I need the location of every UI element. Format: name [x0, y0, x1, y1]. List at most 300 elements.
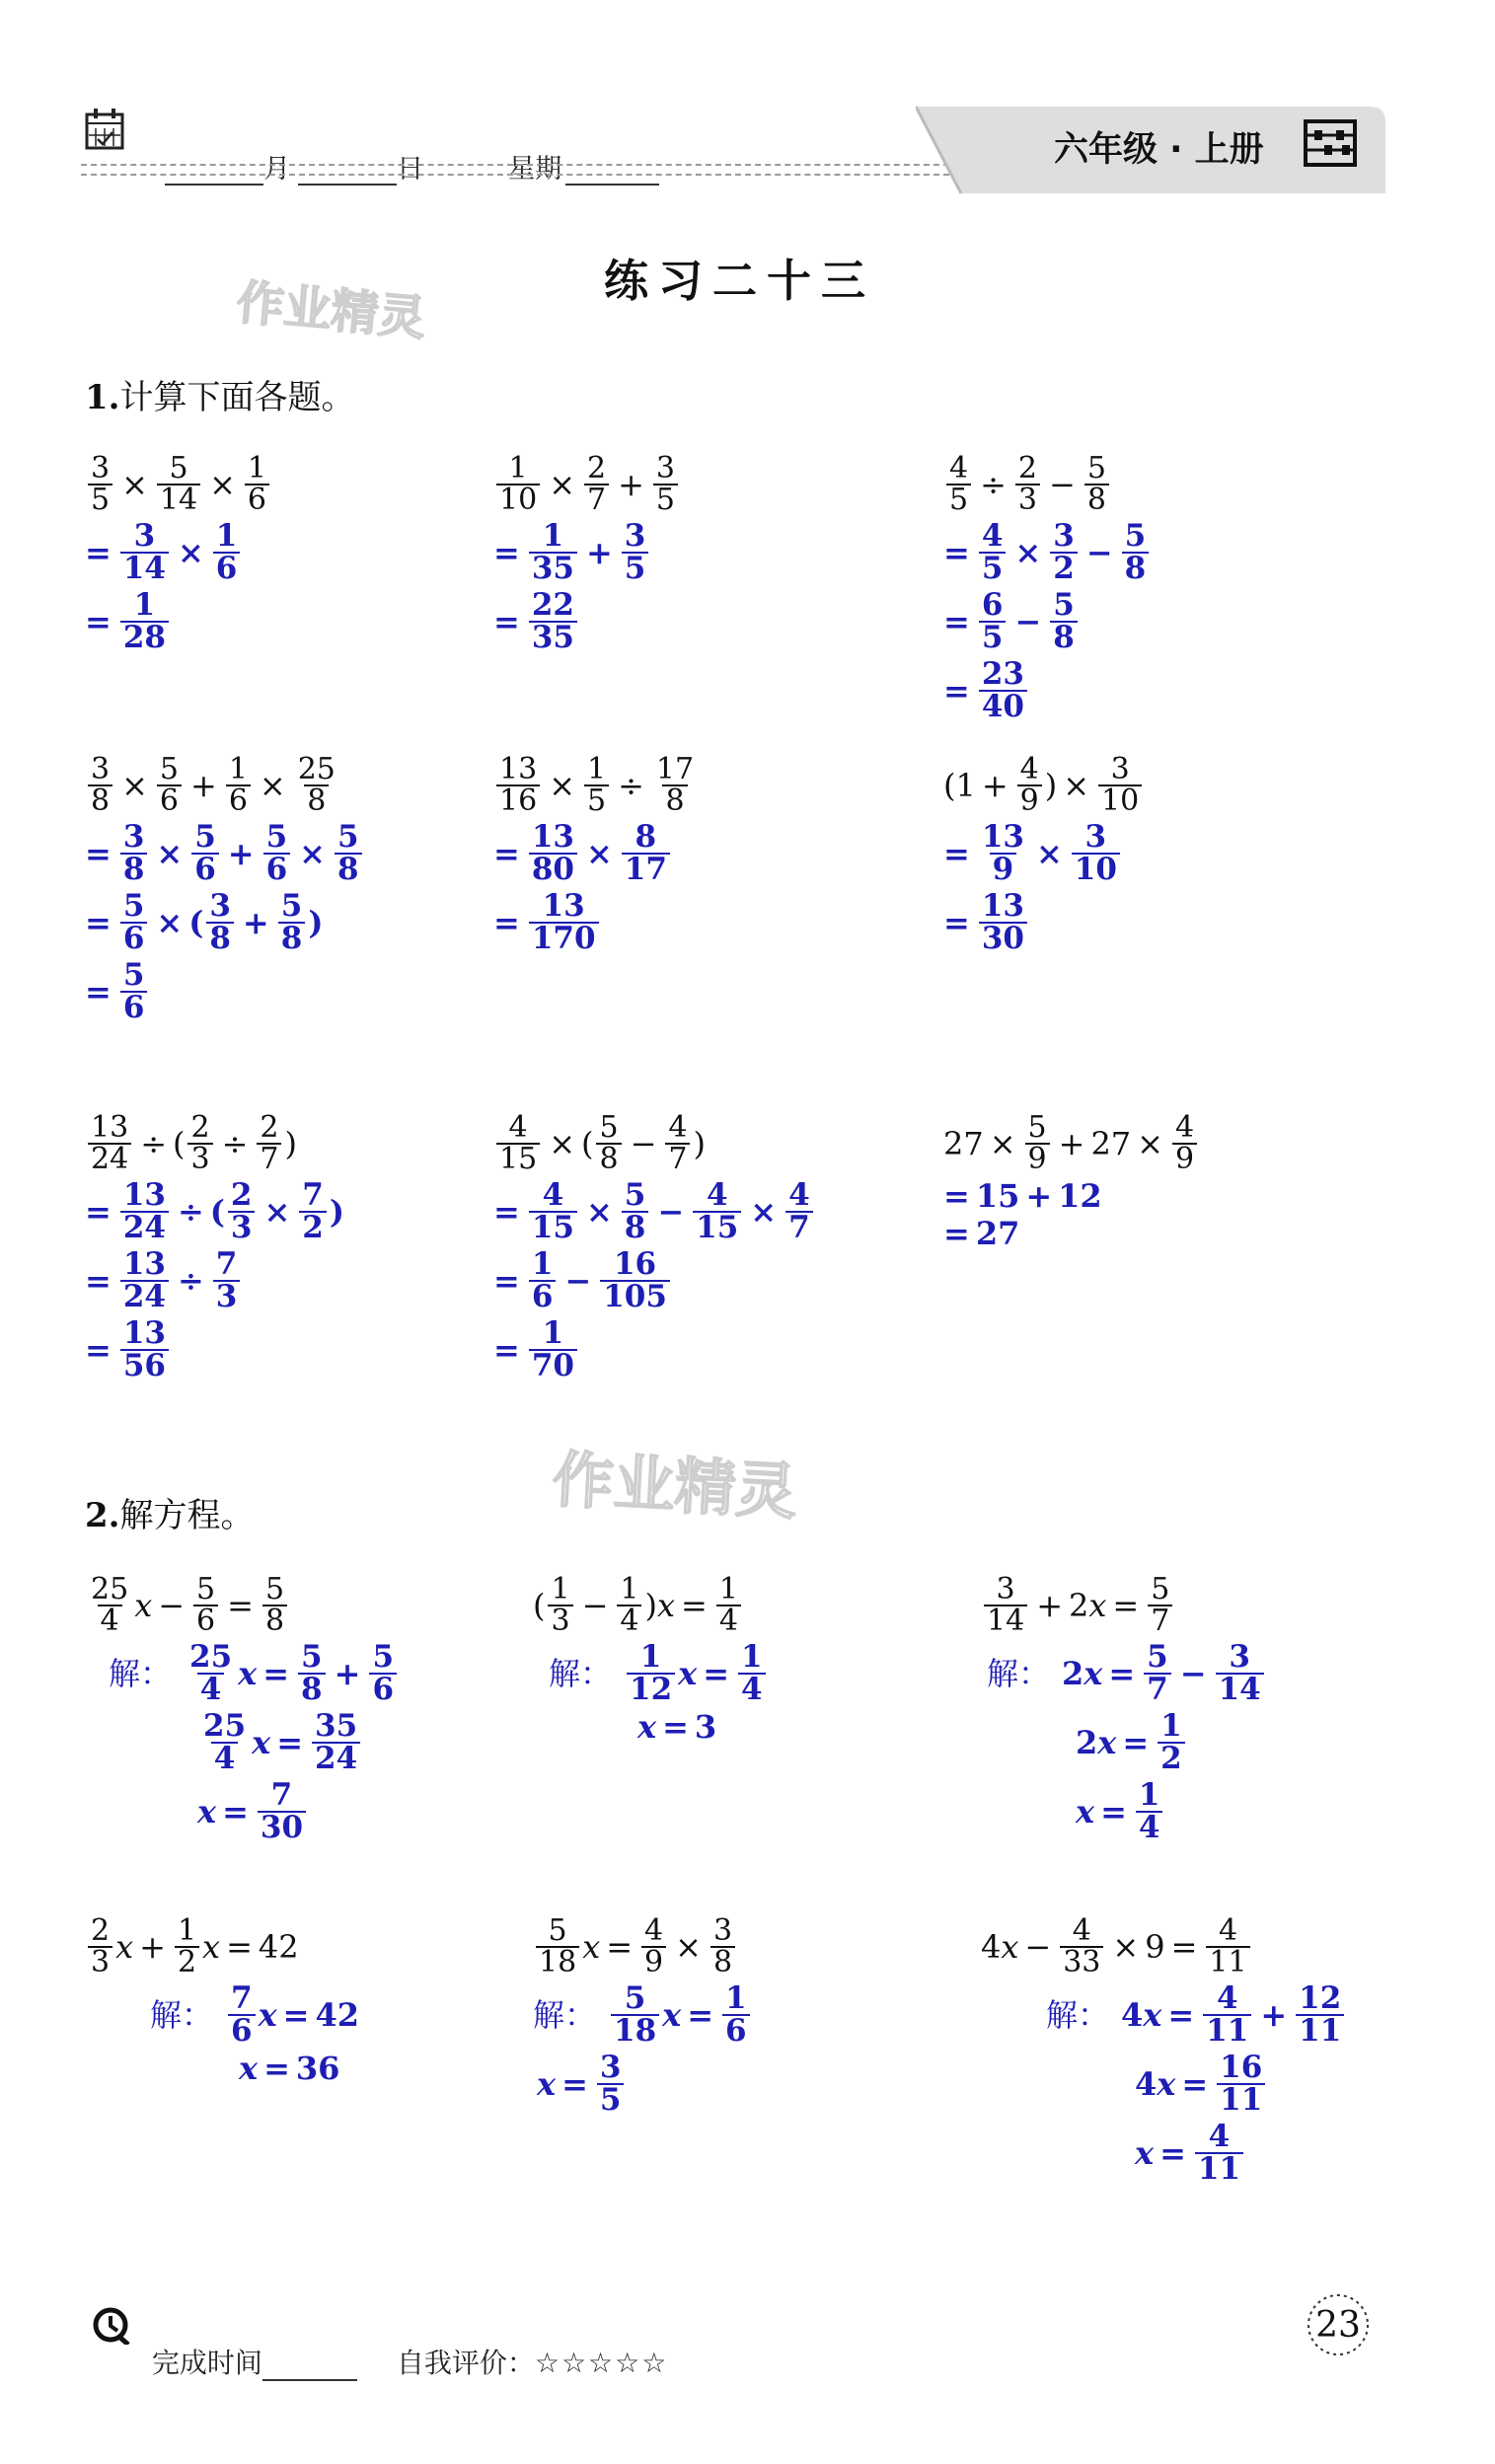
operator: ×	[259, 767, 286, 804]
operator: =	[226, 1928, 253, 1966]
fraction: $\frac{13}{16}$	[496, 755, 540, 816]
equals-sign: =	[493, 534, 520, 571]
q1-item-2	[493, 451, 681, 659]
operator: =	[687, 1996, 714, 2034]
operator: −	[1049, 466, 1076, 503]
variable: x	[582, 1928, 601, 1966]
math-token: (	[173, 1125, 186, 1162]
variable: x	[1135, 2134, 1155, 2172]
equals-sign: =	[943, 1215, 970, 1252]
answer-step	[85, 1177, 345, 1245]
answer-step	[85, 1246, 344, 1314]
problem-expression	[943, 752, 1145, 818]
fraction: $\frac{3}{5}$	[88, 454, 112, 515]
q2-item-3	[981, 1572, 1267, 1849]
operator: ×	[1014, 534, 1042, 571]
fraction: $\frac{1}{6}$	[245, 454, 269, 515]
fraction: $\frac{5}{7}$	[1148, 1575, 1172, 1636]
header-divider-2	[81, 174, 949, 176]
variable: x	[1097, 1724, 1117, 1761]
equals-sign: =	[493, 1331, 520, 1369]
math-token: 9	[1145, 1928, 1165, 1966]
variable: x	[197, 1793, 217, 1830]
variable: x	[115, 1928, 134, 1966]
math-token: 3	[694, 1708, 717, 1746]
equation-problem	[981, 1913, 1347, 1979]
operator: ×	[263, 1193, 291, 1231]
answer-step	[493, 1246, 816, 1314]
q1-heading	[85, 370, 355, 418]
operator: ×	[1137, 1125, 1163, 1162]
math-token: )	[284, 1125, 297, 1162]
equals-sign: =	[943, 603, 970, 640]
fraction: $\frac{5}{6}$	[193, 1575, 218, 1636]
equals-sign: =	[85, 534, 112, 571]
math-token: (	[581, 1125, 594, 1162]
answer-step	[943, 1177, 1200, 1215]
fraction: $\frac{1}{6}$	[213, 521, 241, 584]
operator: =	[227, 1587, 254, 1624]
operator: ÷	[980, 466, 1007, 503]
solution-step	[197, 1708, 400, 1776]
operator: =	[1100, 1793, 1127, 1830]
equals-sign: =	[943, 1177, 970, 1215]
fraction: $\frac{2}{3}$	[228, 1180, 256, 1243]
fraction: $\frac{2}{3}$	[1015, 454, 1040, 515]
solution-step	[533, 1980, 753, 2049]
fraction: $\frac{1}{35}$	[529, 521, 577, 584]
operator: ×	[1063, 767, 1090, 804]
solution-step	[1076, 1708, 1267, 1776]
eval-label: 自我评价：	[396, 2347, 535, 2379]
operator: ×	[585, 1193, 613, 1231]
fraction: $\frac{1}{6}$	[226, 755, 251, 816]
variable: x	[1084, 1655, 1103, 1692]
page-number-badge	[1301, 2287, 1376, 2362]
fraction: $\frac{5}{6}$	[191, 822, 219, 885]
operator: +	[242, 904, 269, 941]
fraction: $\frac{5}{6}$	[263, 822, 291, 885]
operator: +	[139, 1928, 166, 1966]
fraction: $\frac{1}{3}$	[548, 1575, 572, 1636]
q1-item-1	[85, 451, 272, 659]
operator: =	[1108, 1655, 1136, 1692]
solution-label: 解：	[987, 1655, 1051, 1692]
solution-label: 解：	[549, 1655, 613, 1692]
problem-expression	[493, 752, 700, 818]
math-token: 4	[981, 1928, 1002, 1966]
equals-sign: =	[85, 1262, 112, 1300]
operator: ×	[750, 1193, 778, 1231]
fraction: $\frac{5}{8}$	[298, 1642, 326, 1705]
answer-step	[493, 888, 700, 956]
fraction: $\frac{4}{11}$	[1203, 1983, 1251, 2047]
operator: ×	[1035, 835, 1063, 872]
fraction: $\frac{7}{30}$	[258, 1780, 306, 1843]
page-number: 23	[1315, 2305, 1361, 2346]
equals-sign: =	[943, 904, 970, 941]
fraction: $\frac{3}{8}$	[88, 755, 112, 816]
problem-expression	[493, 451, 681, 517]
answer-step	[943, 819, 1145, 887]
fraction: $\frac{5}{6}$	[369, 1642, 397, 1705]
fraction: $\frac{5}{6}$	[120, 960, 148, 1023]
clock-icon	[91, 2305, 130, 2349]
q2-item-4	[85, 1913, 360, 2090]
operator: ×	[549, 1125, 575, 1162]
answer-step	[493, 518, 681, 586]
math-token: )	[693, 1125, 706, 1162]
math-token: 4	[1121, 1996, 1144, 2034]
equation-problem	[85, 1572, 400, 1638]
fraction: $\frac{4}{15}$	[693, 1180, 741, 1243]
operator: ×	[675, 1928, 702, 1966]
q1-item-3	[943, 451, 1152, 728]
fraction: $\frac{25}{4}$	[203, 1708, 247, 1776]
problem-expression	[943, 1110, 1200, 1176]
fraction: $\frac{1}{12}$	[627, 1642, 675, 1705]
answer-step	[493, 819, 700, 887]
operator: −	[1085, 534, 1113, 571]
page-title: 练习二十三	[604, 255, 876, 307]
math-token: (	[188, 904, 204, 941]
math-token: (	[533, 1587, 546, 1624]
month-label: 月	[263, 154, 291, 185]
fraction: $\frac{16}{11}$	[1217, 2053, 1265, 2116]
fraction: $\frac{8}{17}$	[622, 822, 670, 885]
fraction: $\frac{5}{8}$	[335, 822, 362, 885]
fraction: $\frac{3}{5}$	[653, 454, 678, 515]
operator: ×	[177, 534, 204, 571]
fraction: $\frac{25}{4}$	[91, 1572, 129, 1638]
variable: x	[678, 1655, 698, 1692]
fraction: $\frac{5}{8}$	[278, 891, 306, 954]
operator: ×	[989, 1125, 1016, 1162]
answer-step	[85, 888, 365, 956]
operator: ÷	[140, 1125, 167, 1162]
operator: +	[334, 1655, 361, 1692]
fraction: $\frac{4}{15}$	[496, 1113, 540, 1174]
fraction: $\frac{5}{18}$	[536, 1916, 579, 1978]
solution-step	[1135, 2119, 1347, 2187]
operator: ×	[209, 466, 236, 503]
operator: ×	[549, 466, 575, 503]
fraction: $\frac{3}{8}$	[206, 891, 234, 954]
q2-item-2	[533, 1572, 769, 1749]
operator: =	[262, 1655, 290, 1692]
operator: ×	[299, 835, 326, 872]
fraction: $\frac{3}{10}$	[1098, 755, 1142, 816]
equals-sign: =	[493, 1262, 520, 1300]
answer-step	[943, 587, 1152, 655]
operator: =	[681, 1587, 708, 1624]
solution-step	[1046, 1980, 1347, 2049]
fraction: $\frac{3}{8}$	[120, 822, 148, 885]
operator: =	[1167, 1996, 1195, 2034]
fraction: $\frac{13}{56}$	[120, 1318, 169, 1381]
operator: =	[1170, 1928, 1198, 1966]
variable: x	[662, 1996, 682, 2034]
equals-sign: =	[85, 1331, 112, 1369]
operator: ÷	[618, 767, 644, 804]
solution-label: 解：	[150, 1996, 214, 2034]
operator: +	[1036, 1587, 1063, 1624]
fraction: $\frac{25}{4}$	[189, 1639, 233, 1707]
operator: −	[158, 1587, 186, 1624]
fraction: $\frac{2}{3}$	[187, 1113, 212, 1174]
fraction: $\frac{7}{3}$	[213, 1249, 241, 1312]
equals-sign: =	[493, 1193, 520, 1231]
watermark-mid: 作业精灵	[550, 1443, 799, 1529]
answer-step	[943, 1215, 1200, 1252]
fraction: $\frac{1}{2}$	[175, 1916, 199, 1978]
equals-sign: =	[493, 835, 520, 872]
fraction: $\frac{5}{14}$	[157, 454, 200, 515]
solution-step	[197, 1777, 400, 1845]
operator: ×	[1112, 1928, 1140, 1966]
problem-expression	[943, 451, 1152, 517]
variable: x	[1001, 1928, 1019, 1966]
operator: =	[222, 1793, 249, 1830]
problem-expression	[493, 1110, 816, 1176]
solution-step	[1076, 1777, 1267, 1845]
operator: +	[1025, 1177, 1053, 1215]
equation-problem	[85, 1913, 359, 1979]
answer-step	[493, 1177, 816, 1245]
fraction: $\frac{4}{9}$	[1172, 1113, 1197, 1174]
math-token: 42	[315, 1996, 360, 2034]
fraction: $\frac{5}{8}$	[596, 1113, 621, 1174]
fraction: $\frac{1}{4}$	[716, 1575, 741, 1636]
operator: =	[263, 2050, 290, 2087]
fraction: $\frac{13}{24}$	[88, 1113, 131, 1174]
operator: =	[1159, 2134, 1186, 2172]
weekday-label: 星期	[508, 154, 562, 185]
operator: ×	[585, 835, 613, 872]
fraction: $\frac{5}{8}$	[262, 1575, 287, 1636]
operator: ÷	[177, 1193, 204, 1231]
time-label: 完成时间	[151, 2347, 262, 2379]
fraction: $\frac{5}{8}$	[1050, 590, 1078, 653]
equation-problem	[533, 1913, 753, 1979]
operator: +	[618, 466, 644, 503]
q2-number: 2.	[85, 1496, 120, 1535]
fraction: $\frac{4}{9}$	[1017, 755, 1042, 816]
math-token: 2	[1076, 1724, 1098, 1761]
operator: −	[1014, 603, 1042, 640]
answer-step	[85, 518, 272, 586]
q1-item-9	[943, 1110, 1200, 1255]
math-token: (	[209, 1193, 225, 1231]
fraction: $\frac{13}{80}$	[529, 822, 577, 885]
q1-number: 1.	[85, 378, 120, 417]
operator: +	[190, 767, 217, 804]
variable: x	[656, 1587, 676, 1624]
fraction: $\frac{1}{2}$	[1158, 1711, 1185, 1774]
fraction: $\frac{1}{4}$	[617, 1575, 641, 1636]
variable: x	[202, 1928, 221, 1966]
solution-step	[637, 1708, 769, 1746]
answer-step	[943, 656, 1152, 724]
variable: x	[252, 1724, 271, 1761]
q1-item-4	[85, 752, 365, 1029]
operator: =	[703, 1655, 730, 1692]
rating-stars[interactable]: ☆☆☆☆☆	[534, 2347, 669, 2379]
fraction: $\frac{5}{18}$	[611, 1983, 659, 2047]
answer-step	[493, 1315, 816, 1383]
fraction: $\frac{4}{11}$	[1195, 2122, 1243, 2185]
variable: x	[537, 2065, 557, 2103]
fraction: $\frac{3}{5}$	[597, 2053, 625, 2116]
math-token: (	[943, 767, 956, 804]
fraction: $\frac{5}{8}$	[1084, 454, 1109, 515]
fraction: $\frac{13}{24}$	[120, 1249, 169, 1312]
fraction: $\frac{4}{9}$	[641, 1916, 666, 1978]
variable: x	[1076, 1793, 1095, 1830]
fraction: $\frac{4}{15}$	[529, 1180, 577, 1243]
equals-sign: =	[85, 973, 112, 1010]
fraction: $\frac{1}{4}$	[1136, 1780, 1163, 1843]
problem-expression	[85, 451, 272, 517]
operator: +	[1058, 1125, 1085, 1162]
fraction: $\frac{3}{14}$	[984, 1575, 1027, 1636]
solution-label: 解：	[533, 1996, 597, 2034]
solution-step	[150, 1980, 360, 2049]
fraction: $\frac{1}{6}$	[722, 1983, 750, 2047]
solution-step	[109, 1639, 400, 1707]
header-divider	[81, 164, 949, 166]
fraction: $\frac{16}{105}$	[600, 1249, 670, 1312]
fraction: $\frac{23}{40}$	[979, 659, 1027, 722]
grade-label: 六年级 · 上册	[1054, 130, 1264, 170]
variable: x	[1157, 2065, 1176, 2103]
operator: =	[1181, 2065, 1209, 2103]
math-token: 42	[258, 1928, 299, 1966]
fraction: $\frac{1}{28}$	[120, 590, 169, 653]
fraction: $\frac{22}{35}$	[529, 590, 577, 653]
q2-item-1	[85, 1572, 400, 1849]
fraction: $\frac{4}{7}$	[665, 1113, 690, 1174]
solution-label: 解：	[1046, 1996, 1110, 2034]
operator: ×	[121, 466, 148, 503]
fraction: $\frac{13}{30}$	[979, 891, 1027, 954]
fraction: $\frac{25}{8}$	[297, 752, 336, 818]
variable: x	[637, 1708, 657, 1746]
q1-text: 计算下面各题。	[119, 378, 355, 417]
math-token: 1	[955, 767, 976, 804]
math-token: 36	[295, 2050, 340, 2087]
problem-expression	[85, 1110, 344, 1176]
q1-item-7	[85, 1110, 345, 1387]
problem-expression	[85, 752, 365, 818]
math-token: 12	[1058, 1177, 1102, 1215]
fraction: $\frac{3}{10}$	[1072, 822, 1120, 885]
operator: −	[630, 1125, 657, 1162]
operator: −	[581, 1587, 609, 1624]
operator: ×	[549, 767, 575, 804]
operator: =	[1112, 1587, 1140, 1624]
math-token: 2	[1062, 1655, 1084, 1692]
fraction: $\frac{2}{7}$	[584, 454, 609, 515]
equals-sign: =	[85, 904, 112, 941]
fraction: $\frac{4}{11}$	[1206, 1916, 1249, 1978]
operator: =	[561, 2065, 588, 2103]
operator: −	[1024, 1928, 1052, 1966]
answer-step	[493, 587, 681, 655]
fraction: $\frac{5}{7}$	[1144, 1642, 1171, 1705]
q2-text: 解方程。	[119, 1496, 255, 1535]
operator: +	[981, 767, 1009, 804]
operator: ÷	[221, 1125, 249, 1162]
operator: =	[276, 1724, 304, 1761]
q1-item-6	[943, 752, 1145, 960]
fraction: $\frac{3}{8}$	[710, 1916, 735, 1978]
variable: x	[238, 1655, 258, 1692]
equation-problem	[981, 1572, 1267, 1638]
fraction: $\frac{1}{70}$	[529, 1318, 577, 1381]
equals-sign: =	[493, 603, 520, 640]
fraction: $\frac{7}{2}$	[299, 1180, 327, 1243]
calendar-icon	[85, 107, 124, 154]
fraction: $\frac{2}{7}$	[257, 1113, 281, 1174]
operator: +	[585, 534, 613, 571]
answer-step	[943, 518, 1152, 586]
operator: +	[1260, 1996, 1288, 2034]
operator: −	[564, 1262, 592, 1300]
math-token: 2	[1069, 1587, 1089, 1624]
operator: =	[1122, 1724, 1150, 1761]
solution-step	[1135, 2050, 1347, 2118]
time-blank[interactable]	[262, 2353, 357, 2381]
q1-item-8	[493, 1110, 816, 1387]
fraction: $\frac{1}{6}$	[529, 1249, 557, 1312]
answer-step	[85, 1315, 344, 1383]
math-token: )	[308, 904, 324, 941]
fraction: $\frac{17}{8}$	[655, 752, 695, 818]
math-token: )	[644, 1587, 657, 1624]
footer-bar	[134, 2309, 668, 2381]
fraction: $\frac{3}{14}$	[120, 521, 169, 584]
q2-heading	[85, 1488, 255, 1536]
equals-sign: =	[943, 534, 970, 571]
q2-item-5	[533, 1913, 753, 2122]
fraction: $\frac{4}{5}$	[979, 521, 1007, 584]
math-token: 15	[975, 1177, 1020, 1215]
variable: x	[258, 1996, 277, 2034]
fraction: $\frac{13}{24}$	[120, 1180, 169, 1243]
fraction: $\frac{35}{24}$	[312, 1711, 360, 1774]
variable: x	[1143, 1996, 1162, 2034]
operator: =	[282, 1996, 310, 2034]
variable: x	[1088, 1587, 1107, 1624]
operator: −	[657, 1193, 685, 1231]
math-token: 27	[943, 1125, 984, 1162]
solution-step	[537, 2050, 753, 2118]
fraction: $\frac{4}{5}$	[946, 454, 971, 515]
solution-step	[239, 2050, 359, 2087]
fraction: $\frac{5}{6}$	[120, 891, 148, 954]
solution-step	[549, 1639, 769, 1707]
fraction: $\frac{6}{5}$	[979, 590, 1007, 653]
watermark-top: 作业精灵	[234, 274, 428, 347]
solution-step	[987, 1639, 1267, 1707]
fraction: $\frac{3}{14}$	[1216, 1642, 1264, 1705]
fraction: $\frac{2}{3}$	[88, 1916, 112, 1978]
equals-sign: =	[85, 1193, 112, 1231]
equals-sign: =	[943, 835, 970, 872]
fraction: $\frac{1}{4}$	[738, 1642, 766, 1705]
fraction: $\frac{4}{33}$	[1060, 1916, 1103, 1978]
